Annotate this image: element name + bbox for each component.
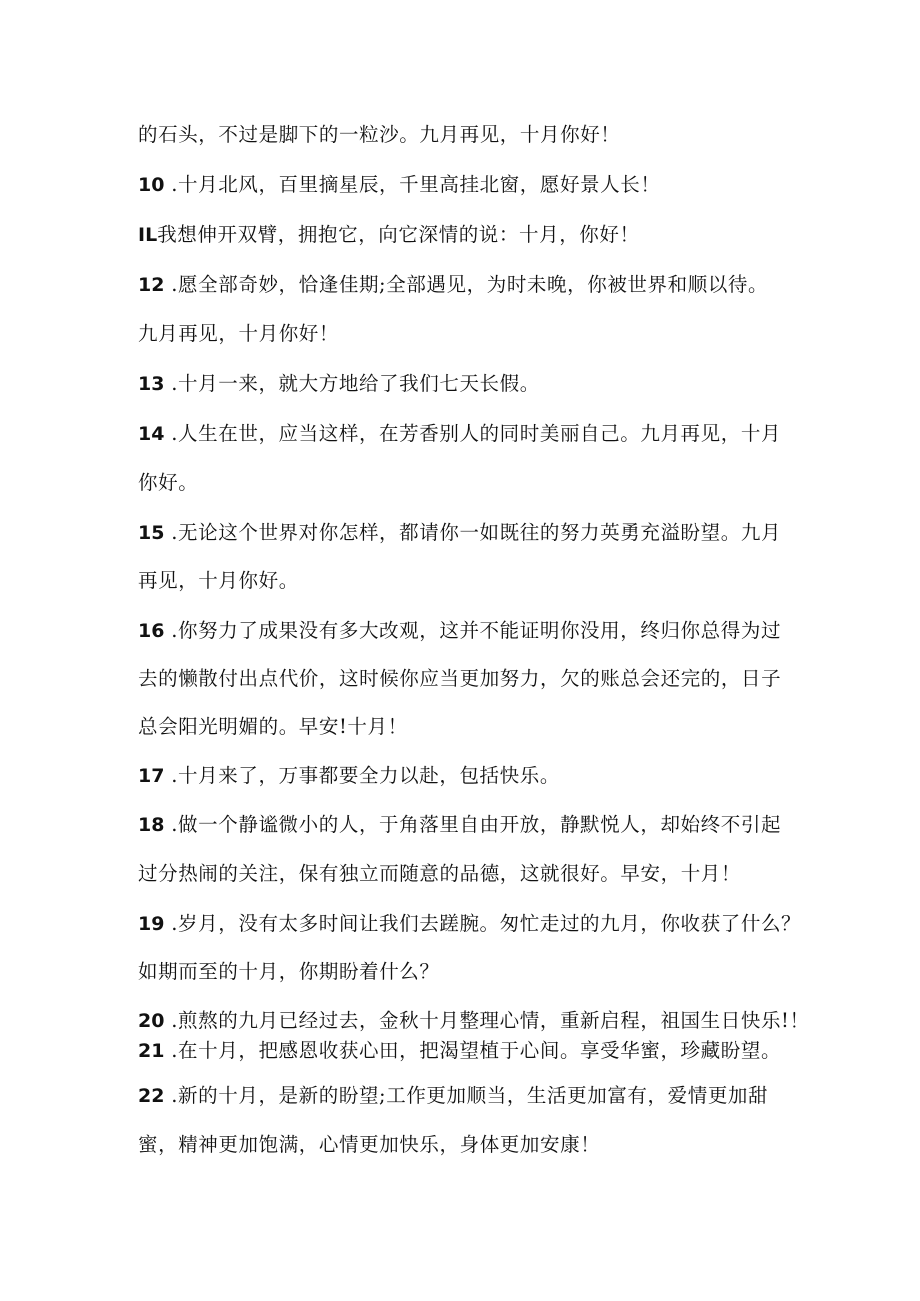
line-text: .你努力了成果没有多大改观，这并不能证明你没用，终归你总得为过: [164, 619, 782, 642]
text-line: [138, 812, 798, 838]
line-text: 再见，十月你好。: [138, 569, 299, 592]
text-line: [138, 618, 798, 644]
line-text: 如期而至的十月，你期盼着什么？: [138, 960, 440, 983]
item-number: 16: [138, 620, 165, 642]
text-line: [138, 520, 798, 546]
item-number: 20: [138, 1010, 165, 1032]
item-number: 13: [138, 373, 165, 395]
text-line: [138, 1132, 798, 1158]
text-line: [138, 421, 798, 447]
line-text: .在十月，把感恩收获心田，把渴望植于心间。享受华蜜，珍藏盼望。: [164, 1039, 782, 1062]
line-text: .无论这个世界对你怎样，都请你一如既往的努力英勇充溢盼望。九月: [164, 521, 782, 544]
text-line: [138, 714, 798, 740]
text-line: [138, 959, 798, 985]
item-number: 10: [138, 174, 165, 196]
line-text: .人生在世，应当这样，在芳香别人的同时美丽自己。九月再见，十月: [164, 422, 782, 445]
text-line: [138, 272, 798, 298]
text-line: [138, 1038, 798, 1064]
text-line: [138, 172, 798, 198]
line-text: 九月再见，十月你好！: [138, 322, 340, 345]
line-text: .十月一来，就大方地给了我们七天长假。: [164, 372, 540, 395]
text-line: [138, 666, 798, 692]
line-text: .煎熬的九月已经过去，金秋十月整理心情，重新启程，祖国生日快乐!！: [164, 1009, 810, 1032]
line-text: 总会阳光明媚的。早安!十月！: [138, 715, 408, 738]
text-line: [138, 568, 798, 594]
text-line: [138, 1083, 798, 1109]
text-line: [138, 1008, 810, 1034]
text-line: [138, 122, 798, 148]
text-line: [138, 763, 798, 789]
line-text: .愿全部奇妙，恰逢佳期;全部遇见，为时未晚，你被世界和顺以待。: [164, 273, 769, 296]
line-text: .做一个静谧微小的人，于角落里自由开放，静默悦人，却始终不引起: [164, 813, 782, 836]
line-text: 你好。: [138, 471, 199, 494]
item-number: 17: [138, 765, 165, 787]
line-text: .十月来了，万事都要全力以赴，包括快乐。: [164, 764, 560, 787]
item-number: IL: [138, 224, 158, 246]
text-line: [138, 222, 798, 248]
line-text: .新的十月，是新的盼望;工作更加顺当，生活更加富有，爱情更加甜: [164, 1084, 769, 1107]
item-number: 12: [138, 274, 165, 296]
line-text: 蜜，精神更加饱满，心情更加快乐，身体更加安康！: [138, 1133, 601, 1156]
item-number: 21: [138, 1040, 165, 1062]
line-text: 我想伸开双臂，拥抱它，向它深情的说：十月，你好！: [157, 223, 640, 246]
line-text: 过分热闹的关注，保有独立而随意的品德，这就很好。早安，十月！: [138, 862, 742, 885]
text-line: [138, 470, 798, 496]
line-text: .岁月，没有太多时间让我们去蹉腕。匆忙走过的九月，你收获了什么？: [164, 912, 802, 935]
text-line: [138, 911, 802, 937]
item-number: 18: [138, 814, 165, 836]
text-line: [138, 861, 798, 887]
item-number: 15: [138, 522, 165, 544]
line-text: .十月北风，百里摘星辰，千里高挂北窗，愿好景人长！: [164, 173, 661, 196]
item-number: 22: [138, 1085, 165, 1107]
text-line: [138, 371, 798, 397]
line-text: 的石头，不过是脚下的一粒沙。九月再见，十月你好！: [138, 123, 621, 146]
item-number: 19: [138, 913, 165, 935]
item-number: 14: [138, 423, 165, 445]
line-text: 去的懒散付出点代价，这时候你应当更加努力，欠的账总会还完的，日子: [138, 667, 782, 690]
text-line: [138, 321, 798, 347]
